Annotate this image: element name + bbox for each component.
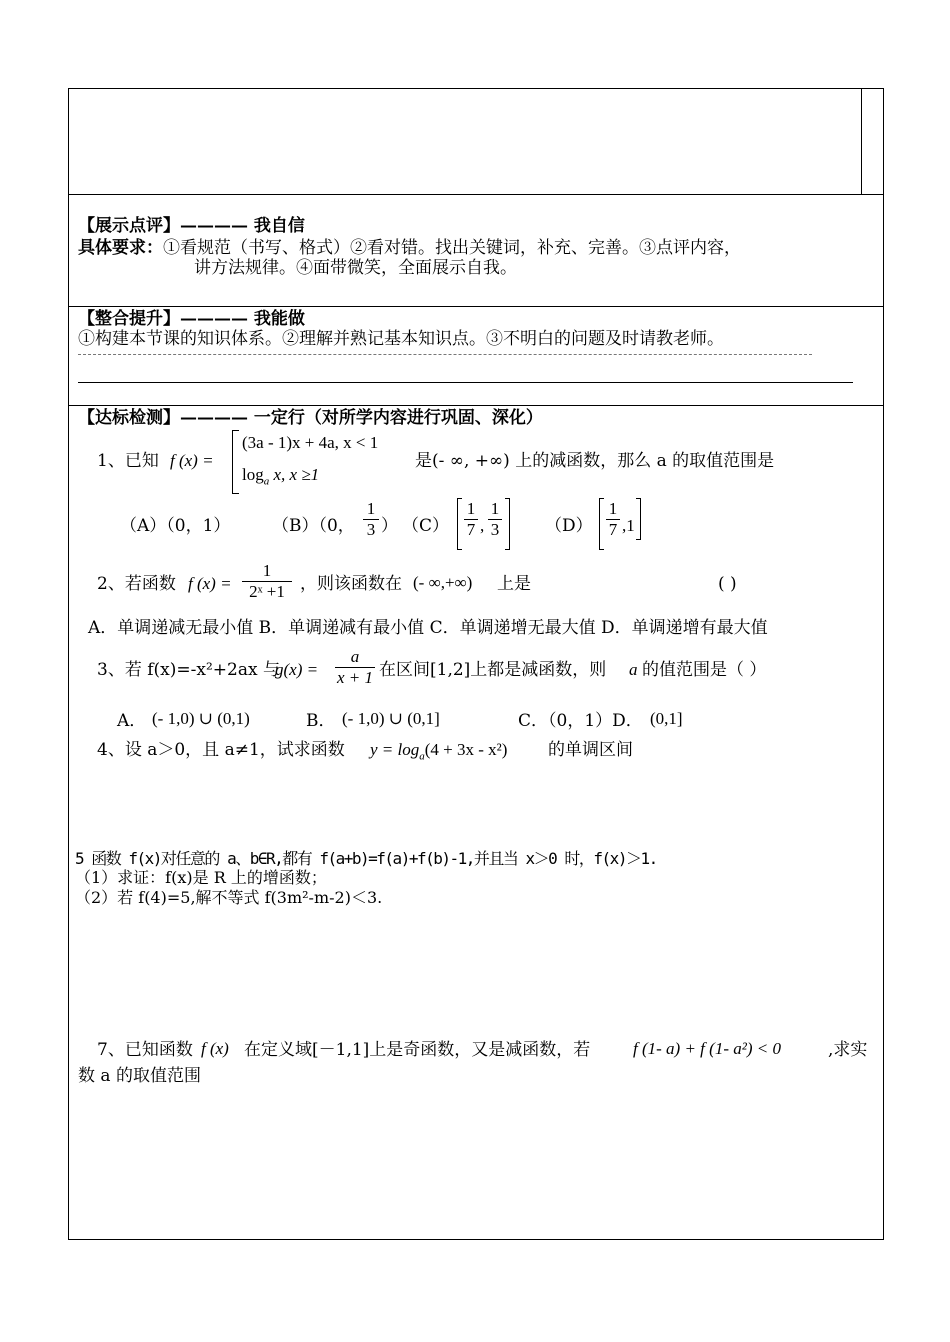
q1-option-b-frac: 1 3	[363, 500, 379, 539]
q1-case2	[242, 465, 319, 491]
q7-line2: 数 a 的取值范围	[78, 1066, 201, 1086]
q7-prefix: 7、已知函数	[97, 1040, 193, 1060]
q2-interval: (- ∞,+∞)	[413, 573, 473, 592]
q2-suffix2: 上是	[497, 574, 531, 594]
dashed-divider	[78, 354, 812, 355]
q3-var: a	[629, 660, 638, 679]
q5-line3: （2）若 f(4)=5,解不等式 f(3m²-m-2)＜3.	[75, 888, 383, 907]
q1-option-c-frac2: 1 3	[488, 500, 502, 539]
q1-option-c-bracket-left	[457, 498, 462, 550]
q1-fx: f (x) =	[170, 451, 214, 470]
q1-option-c-frac1: 1 7	[464, 500, 478, 539]
q7-inequality: f (1- a) + f (1- a²) < 0	[633, 1039, 781, 1058]
q3-gx: g(x) =	[275, 660, 319, 679]
q4-suffix: 的单调区间	[548, 740, 633, 760]
q1-option-c-comma: ,	[480, 516, 485, 535]
q4-prefix: 4、设 a＞0，且 a≠1，试求函数	[97, 740, 345, 760]
display-req-line1: ①看规范（书写、格式）②看对错。找出关键词，补充、完善。③点评内容，	[163, 238, 741, 258]
top-cell-divider	[861, 88, 862, 194]
q4-func	[370, 740, 507, 766]
q3-option-c: C．（0，1）D．	[518, 711, 643, 731]
integrate-line1: ①构建本节课的知识体系。②理解并熟记基本知识点。③不明白的问题及时请教老师。	[78, 329, 724, 349]
q7-fx: f (x)	[201, 1039, 229, 1058]
q2-fx: f (x) =	[188, 574, 232, 593]
display-req-line2: 讲方法规律。④面带微笑，全面展示自我。	[194, 258, 517, 278]
q1-option-d-label: （D）	[545, 516, 593, 536]
row-divider-3	[68, 405, 883, 406]
q1-case2-log: log	[242, 465, 264, 484]
q5-line2: （1）求证：f(x)是 R 上的增函数；	[75, 868, 327, 887]
q1-case2-sub: a	[263, 475, 270, 488]
q1-option-d-rest: ,1	[622, 516, 635, 535]
q5-line1: 5 函数 f(x)对任意的 a、b∈R,都有 f(a+b)=f(a)+f(b)-1,并且当 x＞0 时，f(x)＞1.	[75, 849, 657, 868]
integrate-heading: 【整合提升】———— 我能做	[78, 309, 305, 329]
test-heading: 【达标检测】———— 一定行（对所学内容进行巩固、深化）	[78, 408, 543, 428]
q1-prefix: 1、已知	[97, 451, 159, 471]
q1-option-c-bracket-right	[505, 498, 510, 550]
q4-func-rest: (4 + 3x - x²)	[424, 740, 508, 759]
answer-line	[78, 382, 853, 383]
q7-suffix: ,求实	[828, 1040, 868, 1060]
q1-option-b-pre: （B）（0，	[272, 516, 355, 536]
q3-suffix2: 的值范围是（ ）	[642, 660, 767, 680]
q3-option-a: (- 1,0) ∪ (0,1)	[152, 709, 250, 728]
q3-prefix: 3、若 f(x)=-x²+2ax 与	[97, 660, 280, 680]
display-heading: 【展示点评】———— 我自信	[78, 216, 305, 236]
q1-case2-rest: x, x ≥1	[273, 465, 320, 484]
q3-option-b-label: B．	[306, 711, 336, 731]
q3-option-a-label: A．	[117, 711, 147, 731]
row-divider-2	[68, 306, 883, 307]
q2-suffix: ，则该函数在	[300, 574, 402, 594]
q1-suffix: 是(- ∞, +∞) 上的减函数，那么 a 的取值范围是	[415, 451, 775, 471]
q3-frac: a x + 1	[336, 647, 374, 687]
q1-case1: (3a - 1)x + 4a, x < 1	[242, 433, 379, 452]
q3-option-b: (- 1,0) ∪ (0,1]	[342, 709, 440, 728]
q1-option-d-bracket-right	[636, 498, 641, 540]
q1-brace	[232, 430, 239, 494]
display-req-label: 具体要求：	[78, 238, 163, 258]
q1-option-c-label: （C）	[402, 516, 450, 536]
q2-frac: 1 2ˣ +1	[242, 562, 292, 601]
q2-prefix: 2、若函数	[97, 574, 176, 594]
q1-option-a: （A）（0，1）	[120, 516, 231, 536]
q1-option-d-bracket-left	[599, 498, 604, 550]
q3-suffix: 在区间[1,2]上都是减函数，则	[379, 660, 607, 680]
q2-answer-paren: ( )	[718, 574, 737, 594]
q2-options: A．单调递减无最小值 B．单调递减有最小值 C．单调递增无最大值 D．单调递增有最大值	[88, 618, 768, 638]
q4-func-main: y = log	[370, 740, 420, 759]
q1-option-b-post: ）	[381, 516, 398, 536]
q7-mid: 在定义域[－1,1]上是奇函数，又是减函数，若	[244, 1040, 591, 1060]
q3-option-d: (0,1]	[650, 709, 683, 728]
q4-func-sub: a	[419, 750, 425, 763]
q1-option-d-frac: 1 7	[606, 500, 620, 539]
row-divider-1	[68, 194, 883, 195]
display-requirements	[78, 238, 741, 258]
